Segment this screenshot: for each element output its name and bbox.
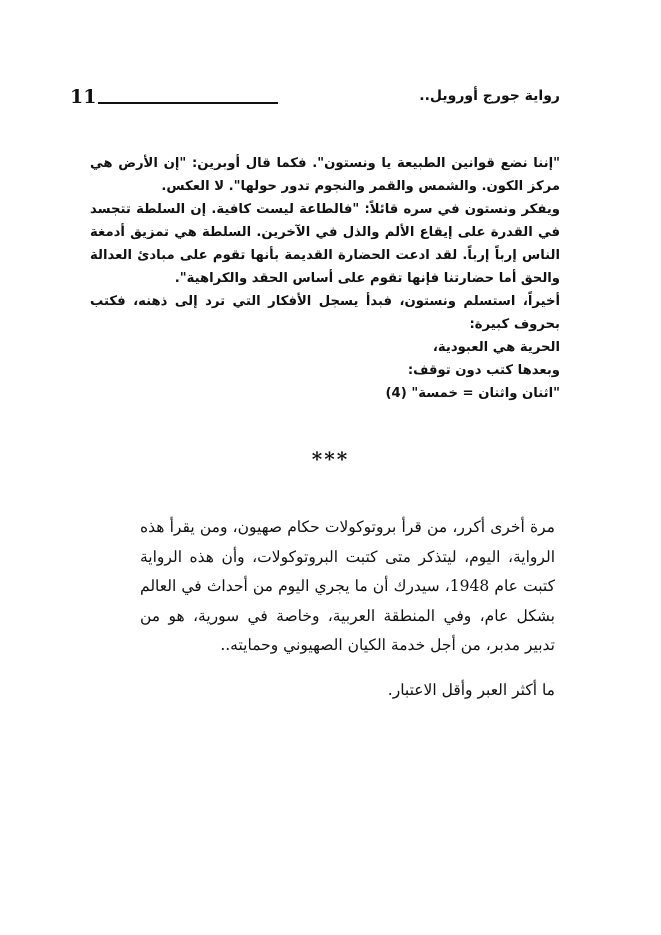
header-rule	[98, 102, 278, 104]
paragraph: الحرية هي العبودية،	[432, 340, 560, 355]
paragraph: مرة أخرى أكرر، من قرأ بروتوكولات حكام صهيون، ومن يقرأ هذه الرواية، اليوم، ليتذكر متى كتبت البروتوكولات، وأن هذه الرواية كتبت عام 1948، سيدرك أن ما يجري اليوم من أحداث في العالم بشكل عام، وفي المنطقة العربية، وخاصة في سورية، هو من تدبير مدبر، من أجل خدمة الكيان الصهيوني وحمايته..	[140, 518, 555, 654]
running-title: رواية جورج أورويل..	[419, 88, 560, 104]
page-header	[70, 86, 560, 110]
paragraph: "إننا نضع قوانين الطبيعة يا ونستون". فكما قال أوبرين: "إن الأرض هي مركز الكون. والشمس والقمر والنجوم تدور حولها". لا العكس.	[90, 156, 560, 194]
page-number: 11	[70, 86, 97, 108]
section-separator: ***	[311, 447, 350, 471]
paragraph: أخيراً، استسلم ونستون، فبدأ يسجل الأفكار التي ترد إلى ذهنه، فكتب بحروف كبيرة:	[90, 294, 560, 332]
commentary-section	[140, 513, 555, 705]
closing-line: ما أكثر العبر وأقل الاعتبار.	[387, 680, 555, 699]
paragraph: "اثنان واثنان = خمسة" (4)	[385, 386, 560, 401]
paragraph: ويفكر ونستون في سره قائلاً: "فالطاعة ليست كافية. إن السلطة تتجسد في القدرة على إيقاع الألم والذل في الآخرين. السلطة هي تمزيق أدمغة الناس إرباً إرباً. لقد ادعت الحضارة القديمة بأنها تقوم على مبادئ العدالة والحق أما حضارتنا فإنها تقوم على أساس الحقد والكراهية".	[90, 202, 560, 286]
quoted-section	[90, 152, 560, 405]
paragraph: وبعدها كتب دون توقف:	[407, 363, 560, 378]
